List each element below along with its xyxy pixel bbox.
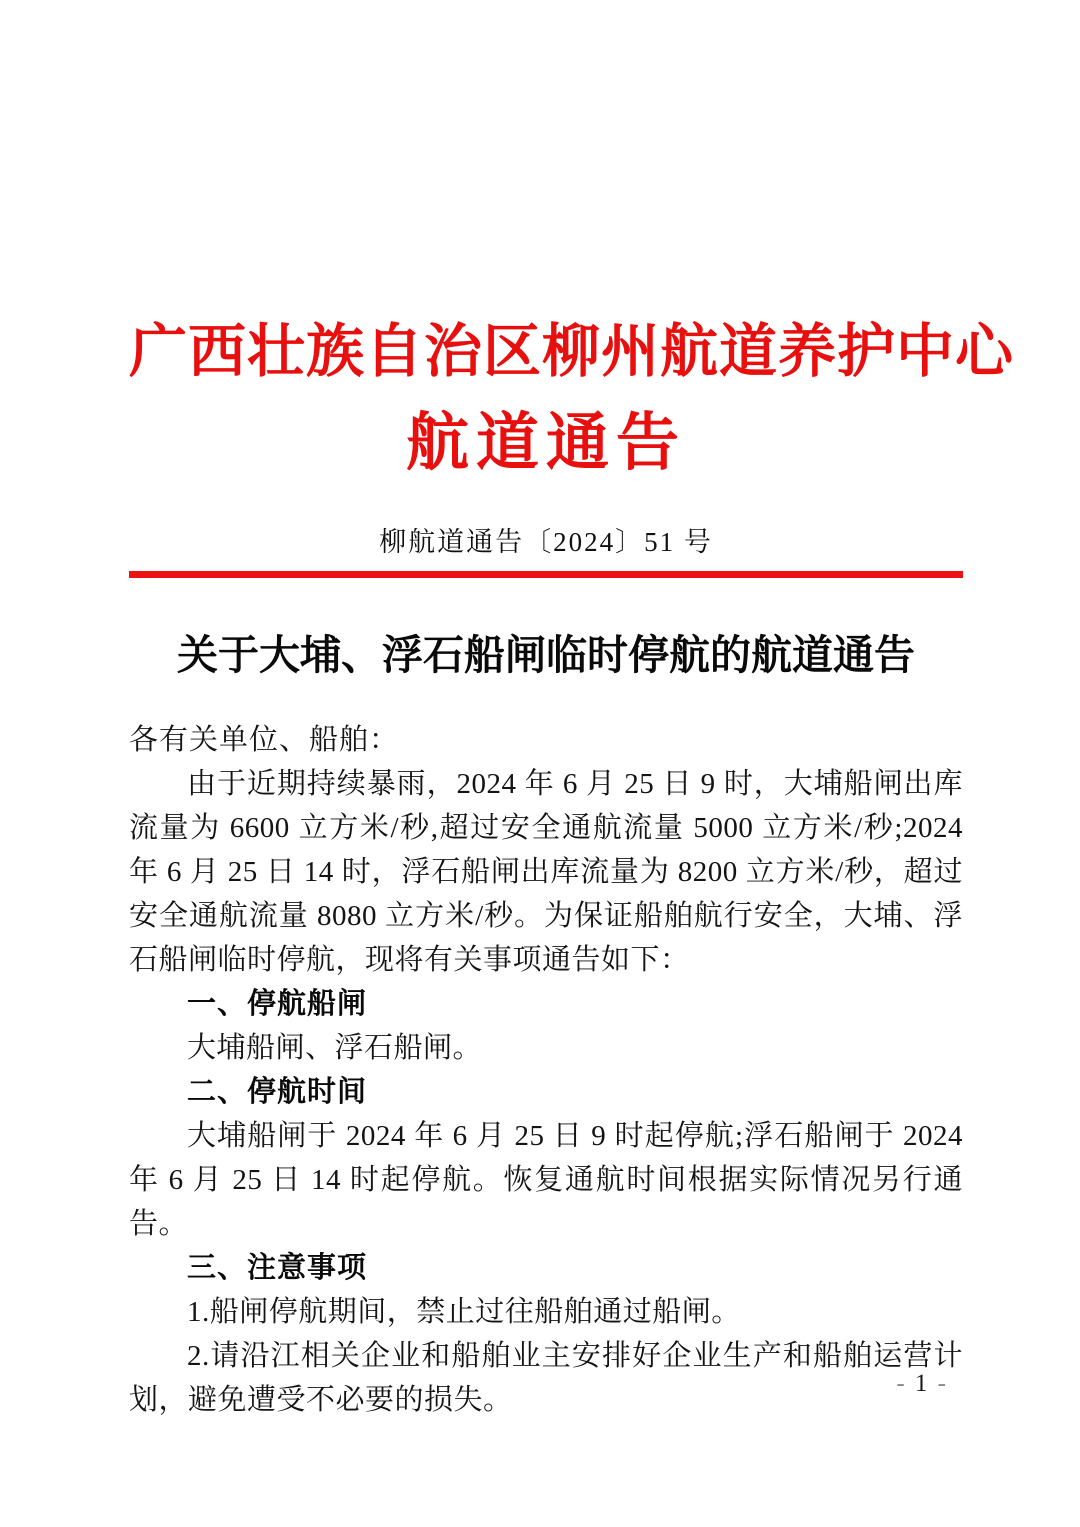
body-paragraph: 1.船闸停航期间，禁止过往船舶通过船闸。 (187, 1296, 741, 1328)
section-heading: 二、停航时间 (187, 1076, 368, 1108)
body-paragraph: 由于近期持续暴雨，2024 年 6 月 25 日 9 时，大埔船闸出库流量为 6600 立方米/秒,超过安全通航流量 5000 立方米/秒;2024 年 6 月 25 日 14 时，浮石船闸出库流量为 8200 立方米/秒，超过安全通航流量 8080 立方米/秒。为保证船舶航行安全，大埔、浮石船闸临时停航，现将有关事项通告如下： (129, 768, 963, 976)
document-type-title: 航道通告 (406, 408, 686, 478)
section-heading: 三、注意事项 (187, 1252, 368, 1284)
section-heading: 一、停航船闸 (187, 988, 368, 1020)
body-paragraph: 大埔船闸、浮石船闸。 (187, 1032, 483, 1064)
body-paragraph: 大埔船闸于 2024 年 6 月 25 日 9 时起停航;浮石船闸于 2024 年 6 月 25 日 14 时起停航。恢复通航时间根据实际情况另行通告。 (129, 1120, 963, 1240)
document-number: 柳航道通告〔2024〕51 号 (379, 527, 713, 557)
document-body (129, 718, 963, 1422)
page-number-dash-right: - (937, 1370, 948, 1397)
page-number (896, 1368, 948, 1400)
notice-document (129, 0, 1015, 1422)
red-divider-rule (129, 571, 963, 578)
body-paragraph: 2.请沿江相关企业和船舶业主安排好企业生产和船舶运营计划，避免遭受不必要的损失。 (129, 1340, 963, 1416)
salutation: 各有关单位、船舶： (129, 724, 400, 756)
page-number-value: 1 (914, 1370, 930, 1397)
notice-heading: 关于大埔、浮石船闸临时停航的航道通告 (177, 632, 915, 678)
page-number-dash-left: - (896, 1370, 907, 1397)
organization-title: 广西壮族自治区柳州航道养护中心 (129, 319, 1015, 384)
